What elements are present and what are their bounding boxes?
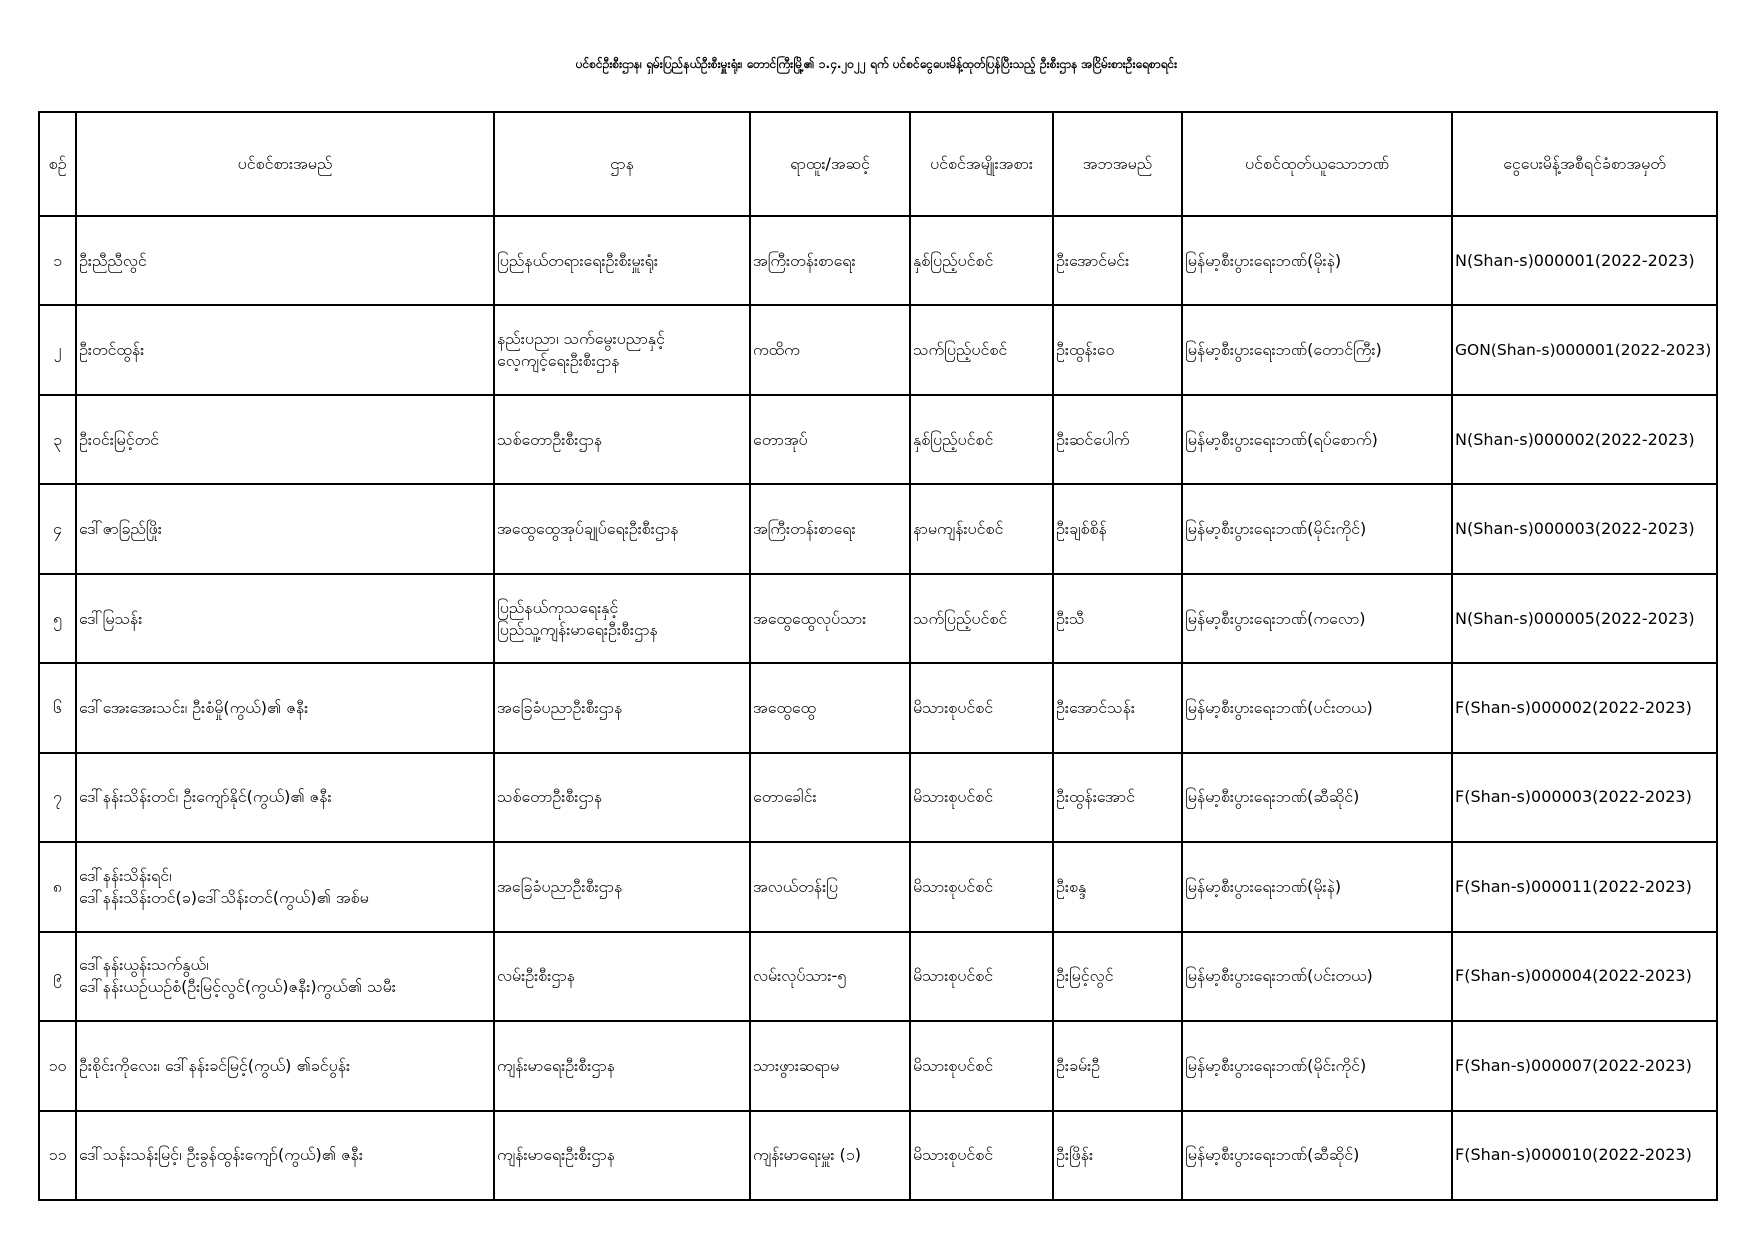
cell-type: နာမကျန်းပင်စင် <box>910 484 1053 573</box>
header-row <box>39 112 1717 216</box>
cell-dept-line: ပြည်နယ်ကုသရေးနှင့် <box>497 597 619 617</box>
cell-no: ၄ <box>39 484 76 573</box>
cell-dept-line: နည်းပညာ၊ သက်မွေးပညာနှင့် <box>497 329 665 349</box>
cell-name-line: ဒေါ်နန်းသိန်းတင်၊ ဦးကျော်နိုင်(ကွယ်)၏ ဇနီး <box>79 787 332 807</box>
cell-name <box>76 1021 494 1110</box>
table-row <box>39 1021 1717 1110</box>
col-header-ref: ငွေပေးမိန့်အစီရင်ခံစာအမှတ် <box>1452 112 1717 216</box>
cell-no: ၁ <box>39 216 76 305</box>
col-header-bank: ပင်စင်ထုတ်ယူသောဘဏ် <box>1182 112 1452 216</box>
cell-dept-line: အခြေခံပညာဦးစီးဌာန <box>497 876 623 896</box>
cell-dept <box>494 305 750 394</box>
table-row <box>39 484 1717 573</box>
cell-father: ဦးစန္ဒ <box>1053 842 1182 931</box>
cell-father: ဦးဆင်ပေါက် <box>1053 395 1182 484</box>
col-header-type: ပင်စင်အမျိုးအစား <box>910 112 1053 216</box>
col-header-no: စဉ် <box>39 112 76 216</box>
cell-rank: အလယ်တန်းပြ <box>750 842 910 931</box>
cell-dept <box>494 932 750 1021</box>
cell-dept-line: ပြည်သူ့ကျန်းမာရေးဦးစီးဌာန <box>497 619 658 639</box>
cell-dept-line: သစ်တောဦးစီးဌာန <box>497 787 603 807</box>
cell-rank: အကြီးတန်းစာရေး <box>750 484 910 573</box>
cell-name <box>76 484 494 573</box>
cell-name <box>76 574 494 663</box>
cell-no: ၉ <box>39 932 76 1021</box>
col-header-rank: ရာထူး/အဆင့် <box>750 112 910 216</box>
cell-ref: F(Shan-s)000007(2022-2023) <box>1452 1021 1717 1110</box>
cell-no: ၈ <box>39 842 76 931</box>
cell-dept <box>494 753 750 842</box>
cell-ref: N(Shan-s)000005(2022-2023) <box>1452 574 1717 663</box>
cell-name-line: ဦးတင်ထွန်း <box>79 340 145 360</box>
cell-no: ၆ <box>39 663 76 752</box>
cell-name <box>76 663 494 752</box>
cell-name-line: ဦးညီညီလွင် <box>79 250 147 270</box>
cell-bank: မြန်မာ့စီးပွားရေးဘဏ်(တောင်ကြီး) <box>1182 305 1452 394</box>
cell-ref: F(Shan-s)000002(2022-2023) <box>1452 663 1717 752</box>
cell-ref: F(Shan-s)000004(2022-2023) <box>1452 932 1717 1021</box>
cell-ref: N(Shan-s)000003(2022-2023) <box>1452 484 1717 573</box>
table-row <box>39 574 1717 663</box>
table-row <box>39 842 1717 931</box>
cell-dept <box>494 1021 750 1110</box>
cell-bank: မြန်မာ့စီးပွားရေးဘဏ်(ကလော) <box>1182 574 1452 663</box>
cell-name <box>76 753 494 842</box>
cell-ref: GON(Shan-s)000001(2022-2023) <box>1452 305 1717 394</box>
cell-type: မိသားစုပင်စင် <box>910 1111 1053 1200</box>
cell-dept-line: လေ့ကျင့်ရေးဦးစီးဌာန <box>497 351 620 371</box>
page-title: ပင်စင်ဦးစီးဌာန၊ ရှမ်းပြည်နယ်ဦးစီးမှူးရုံး၊ တောင်ကြီးမြို့၏ ၁.၄.၂၀၂၂ ရက် ပင်စင်ငွေပေးမိန့်ထုတ်ပြန်ပြီးသည့် ဦးစီးဌာန အငြိမ်းစားဦးရေစာရင်း <box>575 57 1178 71</box>
cell-name-line: ဒေါ်ဇာခြည်ဖြိုး <box>79 519 162 539</box>
cell-no: ၁၀ <box>39 1021 76 1110</box>
table-row <box>39 932 1717 1021</box>
cell-type: သက်ပြည့်ပင်စင် <box>910 574 1053 663</box>
cell-ref: N(Shan-s)000001(2022-2023) <box>1452 216 1717 305</box>
cell-name-line: ဒေါ်မြသန်း <box>79 608 143 628</box>
cell-name <box>76 395 494 484</box>
table-row <box>39 305 1717 394</box>
cell-type: မိသားစုပင်စင် <box>910 663 1053 752</box>
cell-father: ဦးထွန်းအောင် <box>1053 753 1182 842</box>
cell-no: ၅ <box>39 574 76 663</box>
cell-type: မိသားစုပင်စင် <box>910 1021 1053 1110</box>
cell-type: မိသားစုပင်စင် <box>910 932 1053 1021</box>
table-row <box>39 1111 1717 1200</box>
cell-father: ဦးချစ်စိန် <box>1053 484 1182 573</box>
cell-dept-line: အခြေခံပညာဦးစီးဌာန <box>497 697 623 717</box>
table-row <box>39 663 1717 752</box>
cell-bank: မြန်မာ့စီးပွားရေးဘဏ်(ဆီဆိုင်) <box>1182 753 1452 842</box>
cell-dept-line: ပြည်နယ်တရားရေးဦးစီးမှူးရုံး <box>497 250 658 270</box>
cell-no: ၇ <box>39 753 76 842</box>
cell-rank: လမ်းလုပ်သား-၅ <box>750 932 910 1021</box>
cell-dept <box>494 395 750 484</box>
cell-no: ၁၁ <box>39 1111 76 1200</box>
cell-rank: အကြီးတန်းစာရေး <box>750 216 910 305</box>
cell-rank: တောအုပ် <box>750 395 910 484</box>
cell-type: မိသားစုပင်စင် <box>910 842 1053 931</box>
cell-bank: မြန်မာ့စီးပွားရေးဘဏ်(ပင်းတယ) <box>1182 663 1452 752</box>
cell-type: နှစ်ပြည့်ပင်စင် <box>910 216 1053 305</box>
col-header-name: ပင်စင်စားအမည် <box>76 112 494 216</box>
cell-bank: မြန်မာ့စီးပွားရေးဘဏ်(ဆီဆိုင်) <box>1182 1111 1452 1200</box>
cell-father: ဦးဖြိန်း <box>1053 1111 1182 1200</box>
cell-dept <box>494 1111 750 1200</box>
cell-bank: မြန်မာ့စီးပွားရေးဘဏ်(မိုးနဲ) <box>1182 842 1452 931</box>
cell-name <box>76 932 494 1021</box>
cell-name-line: ဒေါ်သန်းသန်းမြင့်၊ ဦးခွန်ထွန်းကျော်(ကွယ်)၏ ဇနီး <box>79 1145 363 1165</box>
cell-name <box>76 305 494 394</box>
cell-father: ဦးသီ <box>1053 574 1182 663</box>
cell-rank: ကထိက <box>750 305 910 394</box>
cell-bank: မြန်မာ့စီးပွားရေးဘဏ်(မိုင်းကိုင်) <box>1182 484 1452 573</box>
cell-dept <box>494 574 750 663</box>
cell-rank: သားဖွားဆရာမ <box>750 1021 910 1110</box>
cell-name <box>76 842 494 931</box>
cell-no: ၂ <box>39 305 76 394</box>
cell-rank: တောခေါင်း <box>750 753 910 842</box>
table-row <box>39 216 1717 305</box>
col-header-dept: ဌာန <box>494 112 750 216</box>
cell-no: ၃ <box>39 395 76 484</box>
cell-dept-line: လမ်းဦးစီးဌာန <box>497 966 575 986</box>
cell-type: မိသားစုပင်စင် <box>910 753 1053 842</box>
cell-rank: အထွေထွေလုပ်သား <box>750 574 910 663</box>
cell-dept <box>494 484 750 573</box>
cell-type: သက်ပြည့်ပင်စင် <box>910 305 1053 394</box>
cell-bank: မြန်မာ့စီးပွားရေးဘဏ်(မိုးနဲ) <box>1182 216 1452 305</box>
cell-name-line: ဦးစိုင်းကိုလေး၊ ဒေါ်နန်းခင်မြင့်(ကွယ်) ၏ခင်ပွန်း <box>79 1055 351 1075</box>
cell-type: နှစ်ပြည့်ပင်စင် <box>910 395 1053 484</box>
cell-bank: မြန်မာ့စီးပွားရေးဘဏ်(ရပ်စောက်) <box>1182 395 1452 484</box>
cell-dept <box>494 216 750 305</box>
cell-father: ဦးထွန်းဝေ <box>1053 305 1182 394</box>
cell-rank: အထွေထွေ <box>750 663 910 752</box>
table-row <box>39 753 1717 842</box>
cell-dept-line: အထွေထွေအုပ်ချုပ်ရေးဦးစီးဌာန <box>497 519 679 539</box>
cell-rank: ကျန်းမာရေးမှူး (၁) <box>750 1111 910 1200</box>
cell-name <box>76 216 494 305</box>
cell-name-line: ဒေါ်နန်းသိန်းရင်၊ <box>79 865 172 885</box>
cell-bank: မြန်မာ့စီးပွားရေးဘဏ်(မိုင်းကိုင်) <box>1182 1021 1452 1110</box>
cell-dept <box>494 663 750 752</box>
cell-ref: F(Shan-s)000003(2022-2023) <box>1452 753 1717 842</box>
cell-father: ဦးမြင့်လွင် <box>1053 932 1182 1021</box>
cell-dept-line: ကျန်းမာရေးဦးစီးဌာန <box>497 1055 615 1075</box>
cell-dept-line: ကျန်းမာရေးဦးစီးဌာန <box>497 1145 615 1165</box>
cell-dept-line: သစ်တောဦးစီးဌာန <box>497 429 603 449</box>
cell-father: ဦးခမ်းဦ <box>1053 1021 1182 1110</box>
cell-name-line: ဒေါ်အေးအေးသင်း၊ ဦးစံမှို(ကွယ်)၏ ဇနီး <box>79 697 309 717</box>
cell-name-line: ဒေါ်နန်းယဉ်ယဉ်စံ(ဦးမြင့်လွင်(ကွယ်)ဇနီး)ကွယ်၏ သမီး <box>79 977 396 997</box>
cell-father: ဦးအောင်သန်း <box>1053 663 1182 752</box>
cell-father: ဦးအောင်မင်း <box>1053 216 1182 305</box>
cell-ref: N(Shan-s)000002(2022-2023) <box>1452 395 1717 484</box>
pensioner-table <box>38 111 1718 1201</box>
col-header-father: အဘအမည် <box>1053 112 1182 216</box>
cell-name <box>76 1111 494 1200</box>
cell-dept <box>494 842 750 931</box>
cell-ref: F(Shan-s)000010(2022-2023) <box>1452 1111 1717 1200</box>
cell-name-line: ဒေါ်နန်းသိန်းတင်(ခ)ဒေါ်သိန်းတင်(ကွယ်)၏ အစ်မ <box>79 887 369 907</box>
cell-name-line: ဒေါ်နန်းယွန်းသက်နွယ်၊ <box>79 955 209 975</box>
table-row <box>39 395 1717 484</box>
cell-ref: F(Shan-s)000011(2022-2023) <box>1452 842 1717 931</box>
cell-name-line: ဦးဝင်းမြင့်တင် <box>79 429 160 449</box>
cell-bank: မြန်မာ့စီးပွားရေးဘဏ်(ပင်းတယ) <box>1182 932 1452 1021</box>
